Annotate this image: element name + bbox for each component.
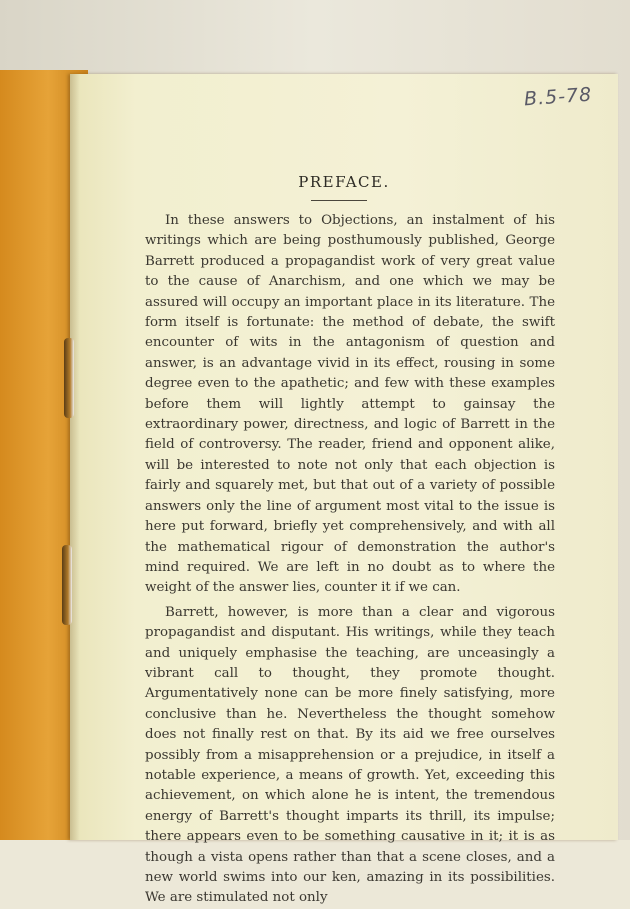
title-rule (311, 200, 367, 201)
paragraph-1: In these answers to Objections, an instalment of his writings which are being posthumously published, George Barrett produced a propagandist work of very great value to the cause of Anarchism, and one which we may be assured will occupy an important place in its literature. The form itself is fortunate: the method of debate, the swift encounter of wits in the antagonism of question and answer, is an advantage vivid in its effect, rousing in some degree even to the apathetic; and few with these examples before them will lightly attempt to gainsay the extraordinary power, directness, and logic of Barrett in the field of controversy. The reader, friend and opponent alike, will be interested to note not only that each objection is fairly and squarely met, but that out of a variety of possible answers only the line of argument most vital to the issue is here put forward, briefly yet comprehensively, and with all the mathematical rigour of demonstration the author's mind required. We are left in no doubt as to where the weight of the answer lies, counter it if we can. (145, 213, 555, 596)
paragraph-2: Barrett, however, is more than a clear and vigorous propagandist and disputant. His writings, while they teach and uniquely emphasise the teaching, are unceasingly a vibrant call to thought, they promote thought. Argumentatively none can be more finely satisfying, more conclusive than he. Nevertheless the thought somehow does not finally rest on that. By its aid we free ourselves possibly from a misapprehension or a prejudice, in itself a notable experience, a means of growth. Yet, exceeding this achievement, on which alone he is intent, the tremendous energy of Barrett's thought imparts its thrill, its impulse; there appears even to be something causative in it; it is as though a vista opens rather than that a scene closes, and a new world swims into our ken, amazing in its possibilities. We are stimulated not only (145, 604, 555, 906)
binding-hole (62, 545, 72, 625)
binding-hole (64, 338, 74, 418)
document-page (70, 74, 618, 906)
body-text (145, 211, 555, 909)
page-title: PREFACE. (298, 173, 390, 191)
catalog-mark: B.5-78 (523, 83, 593, 111)
